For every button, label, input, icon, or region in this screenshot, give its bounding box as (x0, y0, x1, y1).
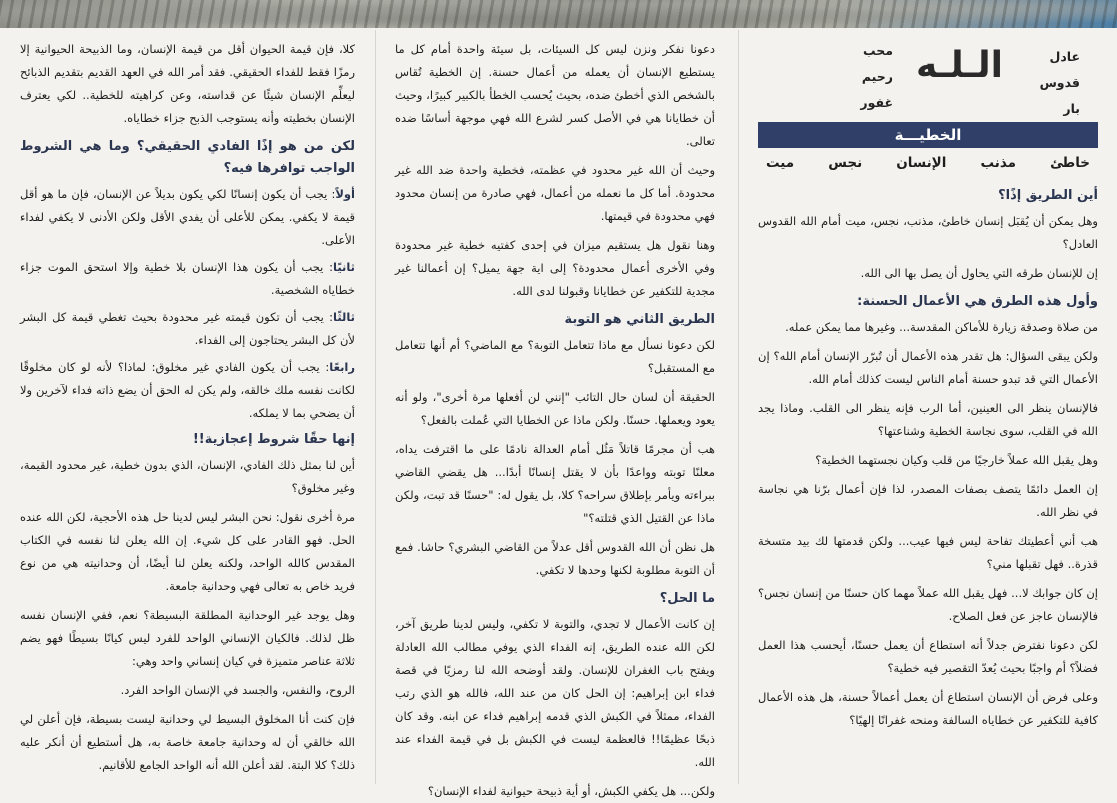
paragraph: لكن دعونا نسأل مع ماذا تتعامل التوبة؟ مع الماضي؟ أم أنها تتعامل مع المستقبل؟ (395, 338, 715, 375)
heading: وأول هذه الطرق هي الأعمال الحسنة: (857, 294, 1098, 309)
item-label: أولاً (335, 187, 355, 201)
sin-words-row (758, 152, 1098, 175)
paragraph: من صلاة وصدقة زيارة للأماكن المقدسة... وغيرها مما يمكن عمله. (785, 320, 1098, 334)
paragraph: ولكن... هل يكفي الكبش، أو أية ذبيحة حيوانية لفداء الإنسان؟ (427, 784, 715, 798)
name-holy: قدوس (1039, 75, 1080, 90)
paragraph: هب أن مجرمًا قاتلاً مَثُل أمام العدالة نادمًا على ما اقترفت يداه، معلنًا توبته وواعدًا بأن لا يقتل إنسانًا أبدًا... هل يقضي القاضي ببراءته ويأمر بإطلاق سراحه؟ كلا، بل يقول له: "حسنًا قد تبت، ولكن ماذا عن القتيل الذي قتلته؟" (395, 442, 715, 525)
paragraph: وهل يمكن أن يُقبَل إنسان خاطئ، مذنب، نجس، ميت أمام الله القدوس العادل؟ (758, 214, 1098, 251)
column-divider (738, 30, 739, 784)
paragraph: دعونا نفكر ونزن ليس كل السيئات، بل سيئة واحدة أمام كل ما يستطيع الإنسان أن يعمله من أعمال حسنة. إن الخطية تُقاس بالشخص الذي أخطئ ضده، بحيث يُحسب الخطأ بالكبير كبيرًا، وحيث أن خطايانا هي في الأصل كسر لشرع الله فهي موجهة أساسًا ضده تعالى. (395, 42, 715, 148)
heading: لكن من هو إذًا الفادي الحقيقي؟ وما هي الشروط الواجب توافرها فيه؟ (20, 139, 355, 176)
paragraph: الروح، والنفس، والجسد في الإنسان الواحد الفرد. (120, 683, 355, 697)
column-left (20, 38, 355, 778)
paragraph: كلا، فإن قيمة الحيوان أقل من قيمة الإنسان، وما الذبيحة الحيوانية إلا رمزًا فقط للفداء الحقيقي. فقد أمر الله في العهد القديم بتقديم الذبائح ليعلِّم الإنسان شيئًا عن قداسته، وعن كراهيته للخطية.. لكي يعترف الإنسان بخطيته وأنه يستوجب الذبح جزاء خطاياه. (20, 42, 355, 125)
paragraph: هب أني أعطيتك تفاحة ليس فيها عيب... ولكن قدمتها لك بيد متسخة قذرة.. فهل تقبلها مني؟ (758, 534, 1098, 571)
divine-names-box (758, 38, 1098, 120)
paragraph: مرة أخرى نقول: نحن البشر ليس لدينا حل هذه الأحجية، لكن الله عنده الحل. فهو القادر على كل شيء. إن الله يعلن لنا نفسه في الكتاب المقدس كالله الواحد، ولكنه يعلن لنا أيضًا، أن وحدانيته هي من نوع فريد خاص به تعالى فهي وحدانية جامعة. (20, 510, 355, 593)
heading: أين الطريق إذًا؟ (998, 188, 1098, 203)
heading: إنها حقًا شروط إعجازية!! (192, 432, 355, 447)
column-right (758, 38, 1098, 778)
paragraph: إن العمل دائمًا يتصف بصفات المصدر، لذا فإن أعمال برّنا هي نجاسة في نظر الله. (758, 482, 1098, 519)
paragraph: وهل يقبل الله عملاً خارجيًا من قلب وكيان نجستهما الخطية؟ (815, 453, 1098, 467)
name-loving: محب (863, 43, 893, 58)
paragraph: فالإنسان ينظر الى العينين، أما الرب فإنه ينظر الى القلب. وماذا يجد الله في القلب، سوى نجاسة الخطية وشناعتها؟ (758, 401, 1098, 438)
item-text: : يجب أن تكون قيمته غير محدودة بحيث تغطي قيمة كل البشر لأن كل البشر يحتاجون إلى الفداء. (20, 310, 355, 347)
column-divider (375, 30, 376, 784)
sin-word: ميت (766, 155, 795, 171)
heading: الطريق الثاني هو التوبة (564, 312, 715, 327)
center-title: الـلـه (916, 45, 1003, 86)
paragraph: إن للإنسان طرقه التي يحاول أن يصل بها الى الله. (860, 266, 1098, 280)
item-label: رابعًا (329, 360, 355, 374)
sin-word: نجس (828, 155, 863, 171)
condition-item (20, 256, 355, 302)
paragraph: وهنا نقول هل يستقيم ميزان في إحدى كفتيه خطية غير محدودة وفي الأخرى أعمال محدودة؟ إلى اية جهة يميل؟ إن أعمالنا غير مجدية للتكفير عن خطايانا وقبولنا لدى الله. (395, 238, 715, 298)
condition-item (20, 183, 355, 252)
paragraph: وعلى فرض أن الإنسان استطاع أن يعمل أعمالاً حسنة، هل هذه الأعمال كافية للتكفير عن خطاياه السالفة ومنحه غفرانًا إلهيًا؟ (758, 690, 1098, 727)
paragraph: وحيث أن الله غير محدود في عظمته، فخطية واحدة ضد الله غير محدودة. أما كل ما نعمله من أعمال، فهي صادرة من إنسان محدود فهي محدودة في قيمتها. (395, 163, 715, 223)
paragraph: وهل يوجد غير الوحدانية المطلقة البسيطة؟ نعم، ففي الإنسان نفسه ظل لذلك. فالكيان الإنساني الواحد للفرد ليس كيانًا بسيطًا فهو يضم ثلاثة عناصر متميزة في كيان إنساني واحد وهي: (20, 608, 355, 668)
header-photo-strip (0, 0, 1117, 28)
heading: ما الحل؟ (659, 591, 715, 606)
paragraph: فإن كنت أنا المخلوق البسيط لي وحدانية ليست بسيطة، فإن أعلن لي الله خالقي أن له وحدانية جامعة خاصة به، هل أستطيع أن أنكر عليه ذلك؟ كلا البتة. لقد أعلن الله أنه الواحد الجامع للأقانيم. (20, 712, 355, 772)
item-label: ثانيًا (333, 260, 355, 274)
item-text: : يجب أن يكون هذا الإنسان بلا خطية وإلا استحق الموت جزاء خطاياه الشخصية. (20, 260, 355, 297)
column-middle (395, 38, 715, 798)
condition-item (20, 306, 355, 352)
name-merciful: رحيم (861, 69, 893, 84)
paragraph: لكن دعونا نفترض جدلاً أنه استطاع أن يعمل حسنًا، أيحسب هذا العمل فضلاً؟ أم واجبًا بحيث يُعدّ التقصير فيه خطية؟ (758, 638, 1098, 675)
sin-word: خاطئ (1050, 155, 1090, 171)
sin-banner: الخطيـــة (758, 122, 1098, 148)
item-label: ثالثًا (333, 310, 355, 324)
paragraph: الحقيقة أن لسان حال التائب "إنني لن أفعلها مرة أخرى"، ولو أنه يعود ويعملها. حسنًا. ولكن ماذا عن الخطايا التي عُملت بالفعل؟ (395, 390, 715, 427)
name-just: عادل (1049, 49, 1080, 64)
name-forgiving: غفور (860, 95, 893, 110)
item-text: : يجب أن يكون إنسانًا لكي يكون بديلاً عن الإنسان، فإن ما هو أقل قيمة لا يكفي. يمكن للأعلى أن يفدي الأقل ولكن الأدنى لا يكفي لفداء الأعلى. (20, 187, 355, 247)
condition-item (20, 356, 355, 425)
paragraph: هل نظن أن الله القدوس أقل عدلاً من القاضي البشري؟ حاشا. فمع أن التوبة مطلوبة لكنها وحدها لا تكفي. (395, 540, 715, 577)
paragraph: إن كان جوابك لا... فهل يقبل الله عملاً مهما كان حسنًا من إنسان نجس؟ فالإنسان عاجز عن فعل الصلاح. (758, 586, 1098, 623)
paragraph: إن كانت الأعمال لا تجدي، والتوبة لا تكفي، وليس لدينا طريق آخر، لكن الله عنده الطريق، إنه الفداء الذي يوفي مطالب الله العادلة ويفتح باب الغفران للإنسان. ولقد أوضحه الله لنا رمزيًا في قصة فداء ابن إبراهيم: إن الحل كان من عند الله، فالله هو الذي رتب الفداء، ممثلاً في الكبش الذي قدمه إبراهيم فداء عن ابنه. وقد كان ذبحًا عظيمًا!! فالعظمة ليست في الكبش بل في قيمة الفداء عند الله. (395, 617, 715, 769)
item-text: : يجب أن يكون الفادي غير مخلوق: لماذا؟ لأنه لو كان مخلوقًا لكانت نفسه ملك خالقه، ولم يكن له الحق أن يضع ذاته فداء لآخرين ولا أن يضحي بما لا يملكه. (20, 360, 355, 420)
sin-word: مذنب (980, 155, 1016, 171)
paragraph: ولكن يبقى السؤال: هل تقدر هذه الأعمال أن تُبرّر الإنسان أمام الله؟ إن الأعمال التي قد تبدو حسنة أمام الناس ليست كذلك أمام الله. (758, 349, 1098, 386)
paragraph: أين لنا بمثل ذلك الفادي، الإنسان، الذي بدون خطية، غير محدود القيمة، وغير مخلوق؟ (20, 458, 355, 495)
sin-word: الإنسان (896, 155, 947, 171)
name-righteous: بار (1063, 101, 1080, 116)
